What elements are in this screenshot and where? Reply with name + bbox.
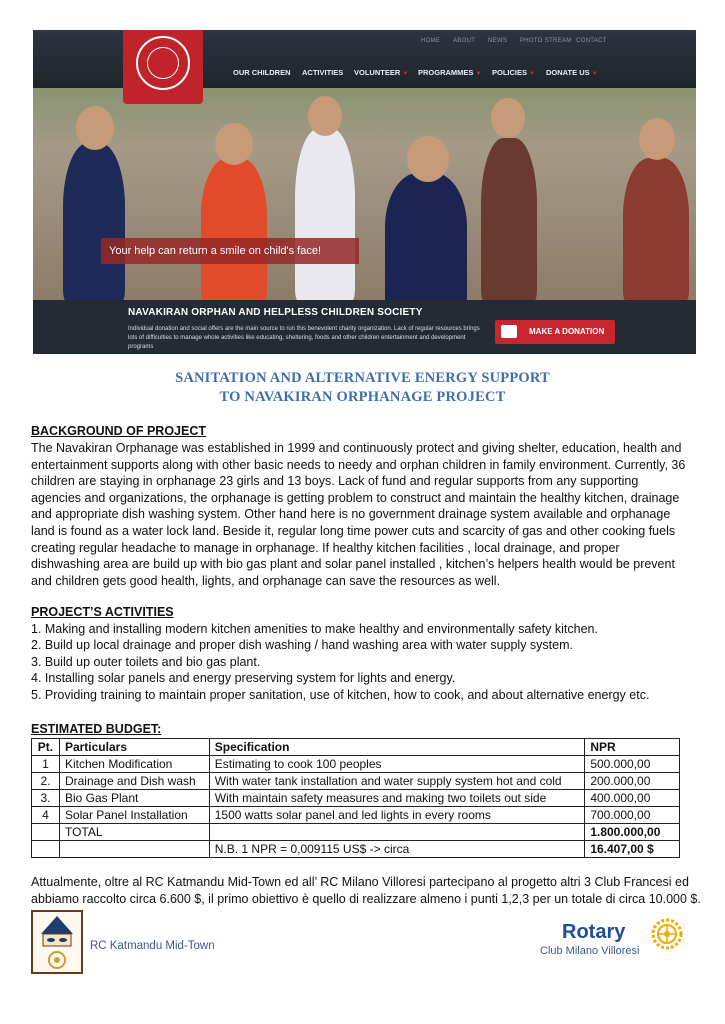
society-title: NAVAKIRAN ORPHAN AND HELPLESS CHILDREN SOCIETY [128, 307, 423, 318]
rc-katmandu-logo [31, 910, 83, 974]
menu-programmes[interactable]: PROGRAMMES ▼ [418, 68, 482, 77]
background-heading: BACKGROUND OF PROJECT [31, 424, 207, 438]
table-header-row [32, 739, 680, 756]
logo-seal-icon [136, 36, 190, 90]
rotary-club-name: Club Milano Villoresi [540, 945, 640, 957]
table-cell: Solar Panel Installation [59, 807, 209, 824]
society-description: Individual donation and social offers are the main source to run this benevolent charity organization. Lack of regular resources brings lots of difficulties to manage whole activities like educating, sheltering, foods and other children entertainment and development programs [128, 326, 480, 350]
table-cell [209, 824, 585, 841]
background-paragraph: The Navakiran Orphanage was established in 1999 and continuously protect and giving shelter, education, health and entertainment supports along with other basic needs to needy and orphan children in family environment. Currently, 36 children are staying in orphanage 23 girls and 13 boys. Lack of fund and regular supports from any supporting agencies and organizations, the orphanage is getting problem to construct and maintain the healthy kitchen, drainage and appropriate dish washing system. Other hand here is no government drainage system available and orphanage land is found as a water lock land. Beside it, regular long time power cuts and scarcity of gas and other cooking fuels creating regular headache to manage in orphanage. If healthy kitchen facilities , local drainage, and proper dishwashing area are build up with bio gas plant and solar panel installed , kitchen’s helpers health would be prevent and children gets good health, lights, and orphanage can save the resources as well. [31, 441, 686, 588]
table-row [32, 807, 680, 824]
menu-our-children[interactable]: OUR CHILDREN [233, 68, 291, 77]
children-photo [33, 88, 696, 300]
doc-title-line2: TO NAVAKIRAN ORPHANAGE PROJECT [219, 389, 506, 405]
table-cell: 200.000,00 [585, 773, 680, 790]
make-donation-button[interactable]: MAKE A DONATION [495, 320, 615, 344]
table-cell: 4 [32, 807, 60, 824]
table-cell: 1500 watts solar panel and led lights in every rooms [209, 807, 585, 824]
activities-heading: PROJECT’S ACTIVITIES [31, 605, 174, 619]
table-cell: Bio Gas Plant [59, 790, 209, 807]
rotary-wordmark: Rotary [562, 921, 626, 943]
table-cell: With water tank installation and water supply system hot and cold [209, 773, 585, 790]
table-cell [32, 841, 60, 858]
menu-donate-us[interactable]: DONATE US ▼ [546, 68, 598, 77]
top-link-photo-stream[interactable]: PHOTO STREAM [520, 38, 572, 44]
stupa-eyes-icon [33, 912, 81, 972]
table-row-total [32, 824, 680, 841]
col-header-npr: NPR [585, 739, 680, 756]
table-cell: 1 [32, 756, 60, 773]
list-item: 2. Build up local drainage and proper dish washing / hand washing area with water supply system. [31, 638, 573, 653]
top-link-home[interactable]: HOME [421, 38, 441, 44]
donation-box-icon [501, 325, 517, 338]
table-cell [59, 841, 209, 858]
table-cell-total: 1.800.000,00 [585, 824, 680, 841]
table-row [32, 773, 680, 790]
banner-tagline: Your help can return a smile on child's face! [101, 238, 359, 264]
table-row [32, 790, 680, 807]
activities-list [31, 621, 649, 703]
col-header-particulars: Particulars [59, 739, 209, 756]
table-cell: 3. [32, 790, 60, 807]
table-row [32, 756, 680, 773]
table-cell: Estimating to cook 100 peoples [209, 756, 585, 773]
budget-table [31, 738, 680, 858]
chevron-down-icon: ▼ [402, 71, 409, 77]
table-cell-usd-total: 16.407,00 $ [585, 841, 680, 858]
list-item: 3. Build up outer toilets and bio gas plant. [31, 654, 261, 669]
table-cell: With maintain safety measures and making two toilets out side [209, 790, 585, 807]
table-cell: Kitchen Modification [59, 756, 209, 773]
top-link-about[interactable]: ABOUT [453, 38, 476, 44]
list-item: 4. Installing solar panels and energy preserving system for lights and energy. [31, 671, 456, 686]
chevron-down-icon: ▼ [529, 71, 536, 77]
rotary-club-logo [540, 921, 690, 961]
table-cell [32, 824, 60, 841]
table-cell: 700.000,00 [585, 807, 680, 824]
rc-katmandu-name: RC Katmandu Mid-Town [90, 940, 215, 952]
top-link-news[interactable]: NEWS [488, 38, 508, 44]
menu-volunteer[interactable]: VOLUNTEER ▼ [354, 68, 409, 77]
chevron-down-icon: ▼ [591, 71, 598, 77]
menu-activities[interactable]: ACTIVITIES [302, 68, 344, 77]
table-row-conversion [32, 841, 680, 858]
col-header-pt: Pt. [32, 739, 60, 756]
chevron-down-icon: ▼ [475, 71, 482, 77]
table-cell: Drainage and Dish wash [59, 773, 209, 790]
website-banner [33, 30, 696, 354]
table-cell: 500.000,00 [585, 756, 680, 773]
table-cell: 2. [32, 773, 60, 790]
table-cell: TOTAL [59, 824, 209, 841]
list-item: 1. Making and installing modern kitchen amenities to make healthy and environmentally safety kitchen. [31, 622, 598, 636]
table-cell: N.B. 1 NPR = 0,009115 US$ -> circa [209, 841, 585, 858]
col-header-specification: Specification [209, 739, 585, 756]
banner-footer [33, 300, 696, 354]
rotary-wheel-icon [650, 917, 684, 951]
top-link-contact[interactable]: CONTACT [576, 38, 607, 44]
budget-heading: ESTIMATED BUDGET: [31, 722, 162, 736]
table-cell: 400.000,00 [585, 790, 680, 807]
orphanage-logo[interactable] [123, 30, 203, 104]
list-item: 5. Providing training to maintain proper sanitation, use of kitchen, how to cook, and about alternative energy etc. [31, 687, 650, 702]
italian-note: Attualmente, oltre al RC Katmandu Mid-Town ed all’ RC Milano Villoresi partecipano al progetto altri 3 Club Francesi ed abbiamo raccolto circa 6.600 $, il primo obiettivo è quello di realizzare almeno i punti 1,2,3 per un totale di circa 10.000 $. [31, 875, 701, 906]
doc-title-line1: SANITATION AND ALTERNATIVE ENERGY SUPPORT [175, 370, 550, 386]
menu-policies[interactable]: POLICIES ▼ [492, 68, 536, 77]
